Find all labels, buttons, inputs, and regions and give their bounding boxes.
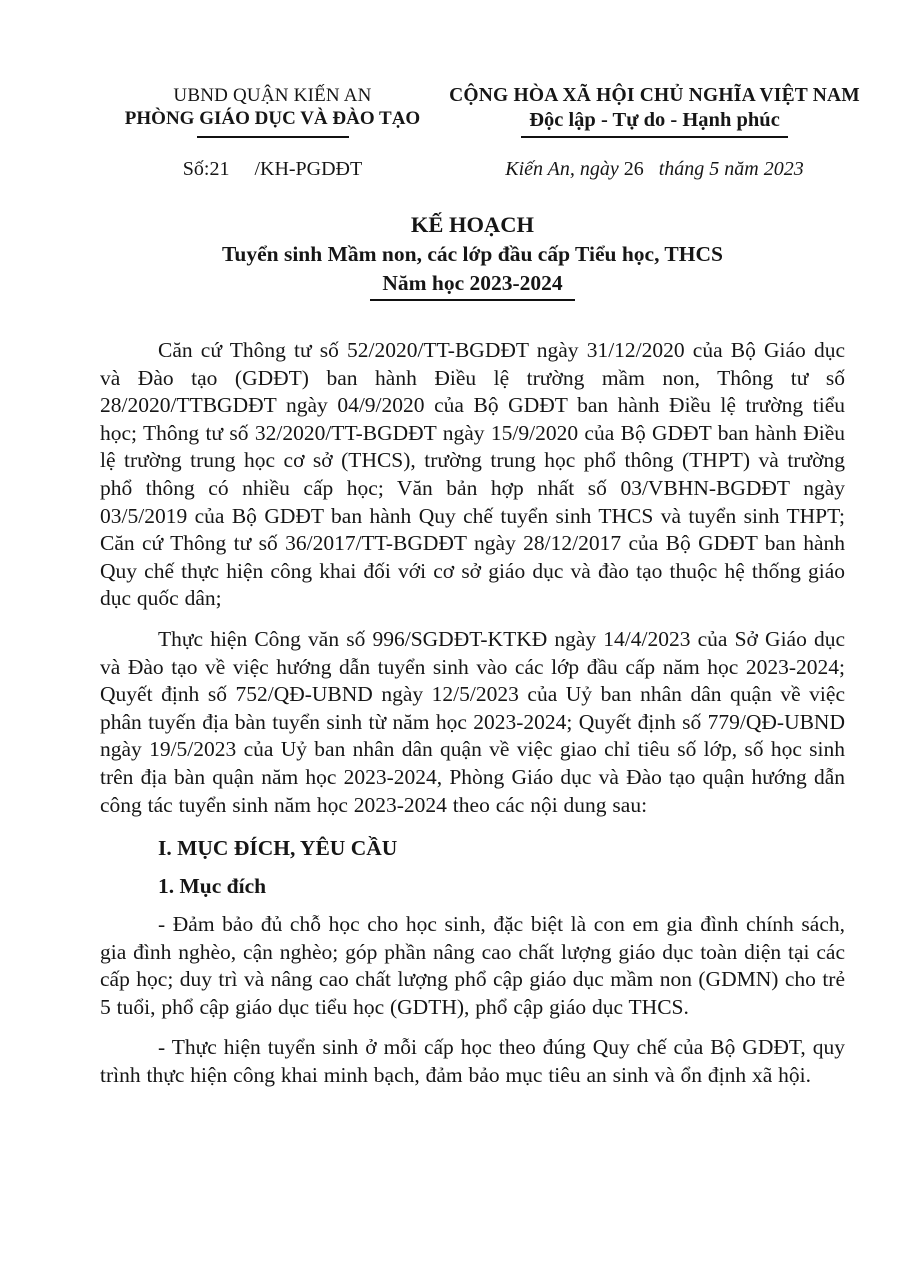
national-header-block [445,84,864,138]
issuing-agency-block [100,84,445,138]
purpose-item-1: - Đảm bảo đủ chỗ học cho học sinh, đặc biệt là con em gia đình chính sách, gia đình nghèo, cận nghèo; góp phần nâng cao chất lượng giáo dục toàn diện tại các cấp học; duy trì và nâng cao chất lượng phổ cập giáo dục mầm non (GDMN) cho trẻ 5 tuổi, phổ cập giáo dục tiểu học (GDTH), phổ cập giáo dục THCS. [100,912,845,1019]
document-title: KẾ HOẠCH [410,212,535,237]
agency-underline-rule [197,136,349,138]
legal-basis-paragraph: Căn cứ Thông tư số 52/2020/TT-BGDĐT ngày 31/12/2020 của Bộ Giáo dục và Đào tạo (GDĐT) ban hành Điều lệ trường mầm non, Thông tư số 28/2020/TTBGDĐT ngày 04/9/2020 của Bộ GDĐT ban hành Điều lệ trường tiểu học; Thông tư số 32/2020/TT-BGDĐT ngày 15/9/2020 của Bộ GDĐT ban hành Điều lệ trường trung học cơ sở (THCS), trường trung học phổ thông (THPT) và trường phổ thông có nhiều cấp học; Văn bản hợp nhất số 03/VBHN-BGDĐT ngày 03/5/2019 của Bộ GDĐT ban hành Quy chế tuyển sinh THCS và tuyển sinh THPT; Căn cứ Thông tư số 36/2017/TT-BGDĐT ngày 28/12/2017 của Bộ GDĐT ban hành Quy chế thực hiện công khai đối với cơ sở giáo dục và đào tạo thuộc hệ thống giáo dục quốc dân; [100,338,845,611]
date-line [445,158,864,181]
document-subtitle: Tuyển sinh Mầm non, các lớp đầu cấp Tiểu học, THCS [222,242,723,266]
national-title: CỘNG HÒA XÃ HỘI CHỦ NGHĨA VIỆT NAM [449,85,860,106]
issuing-agency-name: PHÒNG GIÁO DỤC VÀ ĐÀO TẠO [124,108,421,129]
document-meta-row [100,158,864,181]
national-motto: Độc lập - Tự do - Hạnh phúc [521,108,788,138]
date-day: 26 [623,158,644,180]
date-suffix: tháng 5 năm 2023 [643,158,804,180]
parent-agency-name: UBND QUẬN KIẾN AN [173,85,372,106]
school-year-line: Năm học 2023-2024 [370,270,574,301]
date-place-prefix: Kiến An, ngày [505,158,624,180]
purpose-item-2: - Thực hiện tuyển sinh ở mỗi cấp học theo đúng Quy chế của Bộ GDĐT, quy trình thực hiện công khai minh bạch, đảm bảo mục tiêu an sinh và ổn định xã hội. [100,1035,845,1088]
implementation-paragraph: Thực hiện Công văn số 996/SGDĐT-KTKĐ ngày 14/4/2023 của Sở Giáo dục và Đào tạo về việc hướng dẫn tuyển sinh vào các lớp đầu cấp năm học 2023-2024; Quyết định số 752/QĐ-UBND ngày 12/5/2023 của Uỷ ban nhân dân quận về việc phân tuyến địa bàn tuyển sinh từ năm học 2023-2024; Quyết định số 779/QĐ-UBND ngày 19/5/2023 của Uỷ ban nhân dân quận về việc giao chỉ tiêu số lớp, số học sinh trên địa bàn quận năm học 2023-2024, Phòng Giáo dục và Đào tạo quận hướng dẫn công tác tuyển sinh năm học 2023-2024 theo các nội dung sau: [100,626,845,817]
document-title-block [100,211,845,301]
letterhead [100,84,864,138]
document-number: Số:21 /KH-PGDĐT [182,158,363,180]
section-1-subheading-1: 1. Mục đích [158,874,267,899]
section-1-heading: I. MỤC ĐÍCH, YÊU CẦU [158,836,398,861]
document-body [100,337,845,1090]
